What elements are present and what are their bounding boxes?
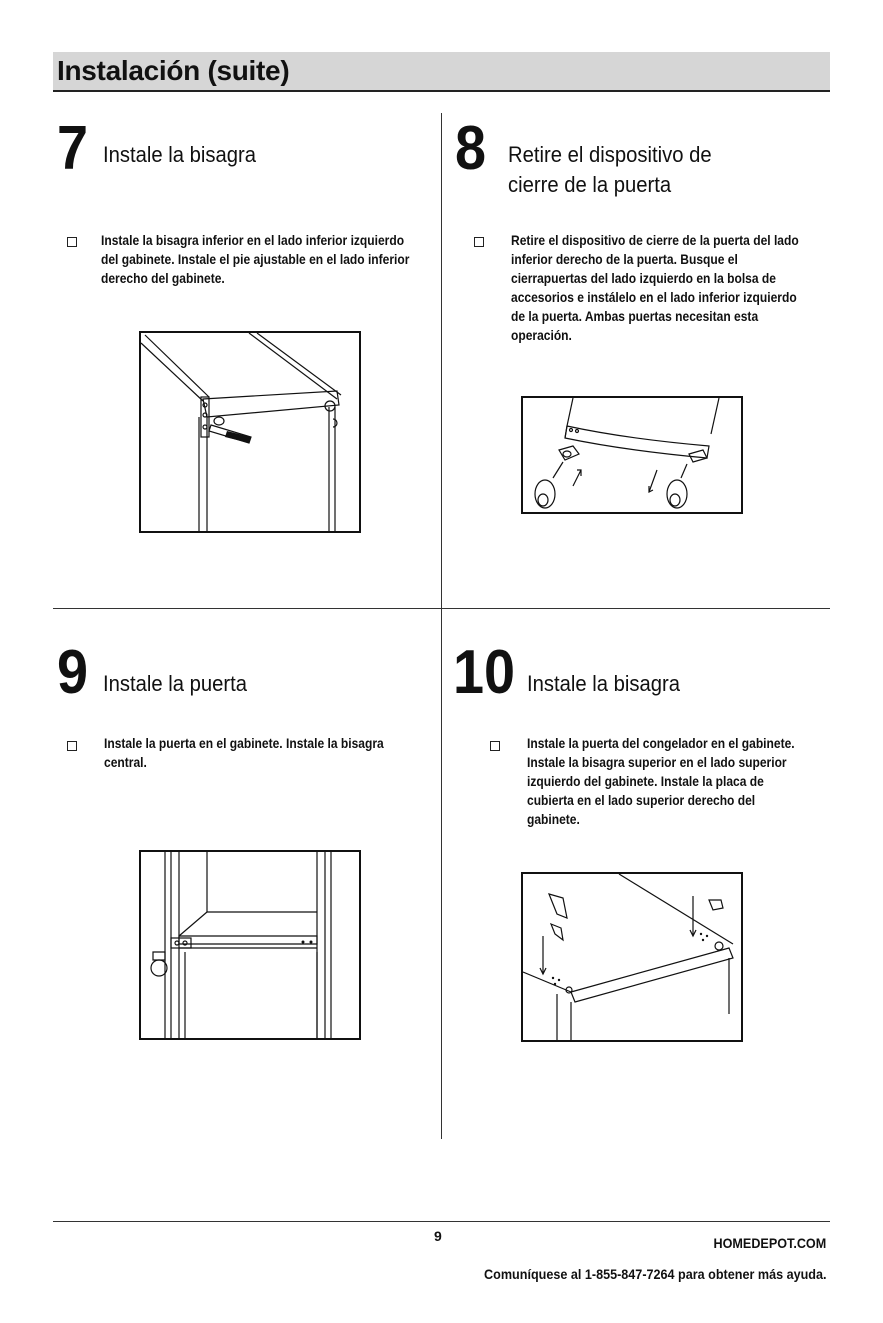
- site-link[interactable]: HOMEDEPOT.COM: [713, 1235, 826, 1251]
- step-title: Instale la puerta: [103, 671, 248, 696]
- illustration-bottom-hinge: [139, 331, 361, 533]
- door-install-drawing: [141, 852, 361, 1040]
- step-title: Instale la bisagra: [103, 142, 257, 167]
- contact-text: Comuníquese al 1-855-847-7264 para obtener más ayuda.: [483, 1266, 826, 1282]
- illustration-top-hinge: [521, 872, 743, 1042]
- footer-divider: [53, 1221, 830, 1222]
- step-number: 9: [57, 638, 89, 707]
- vertical-divider: [441, 113, 442, 1139]
- page-number: 9: [434, 1228, 442, 1244]
- illustration-install-door: [139, 850, 361, 1040]
- step-instructions: Instale la bisagra inferior en el lado inferior izquierdo del gabinete. Instale el pie ajustable en el lado inferior derecho del gabinete.: [101, 232, 410, 286]
- checkbox-icon[interactable]: [490, 741, 500, 751]
- step-instructions: Retire el dispositivo de cierre de la puerta del lado inferior derecho de la puerta. Busque el cierrapuertas del lado izquierdo en la bolsa de accesorios e instálelo en el lado inferior izquierdo de la puerta. Ambas puertas necesitan esta operación.: [511, 232, 799, 343]
- cabinet-bottom-hinge-drawing: [141, 333, 361, 533]
- step-number: 7: [57, 114, 89, 183]
- step-number: 10: [453, 638, 516, 707]
- checkbox-icon[interactable]: [67, 741, 77, 751]
- door-closer-removal-drawing: [523, 398, 743, 514]
- section-header: [53, 52, 830, 92]
- checkbox-icon[interactable]: [474, 237, 484, 247]
- section-title: Instalación (suite): [57, 55, 290, 86]
- step-title: Retire el dispositivo de cierre de la puerta: [508, 142, 712, 197]
- step-instructions: Instale la puerta en el gabinete. Instale la bisagra central.: [104, 735, 384, 770]
- horizontal-divider: [53, 608, 830, 609]
- step-instructions: Instale la puerta del congelador en el gabinete. Instale la bisagra superior en el lado superior izquierdo del gabinete. Instale la placa de cubierta en el lado superior derecho del gabinete.: [527, 735, 795, 827]
- checkbox-icon[interactable]: [67, 237, 77, 247]
- top-hinge-drawing: [523, 874, 743, 1042]
- step-title: Instale la bisagra: [527, 671, 681, 696]
- step-number: 8: [455, 114, 487, 183]
- illustration-door-closer: [521, 396, 743, 514]
